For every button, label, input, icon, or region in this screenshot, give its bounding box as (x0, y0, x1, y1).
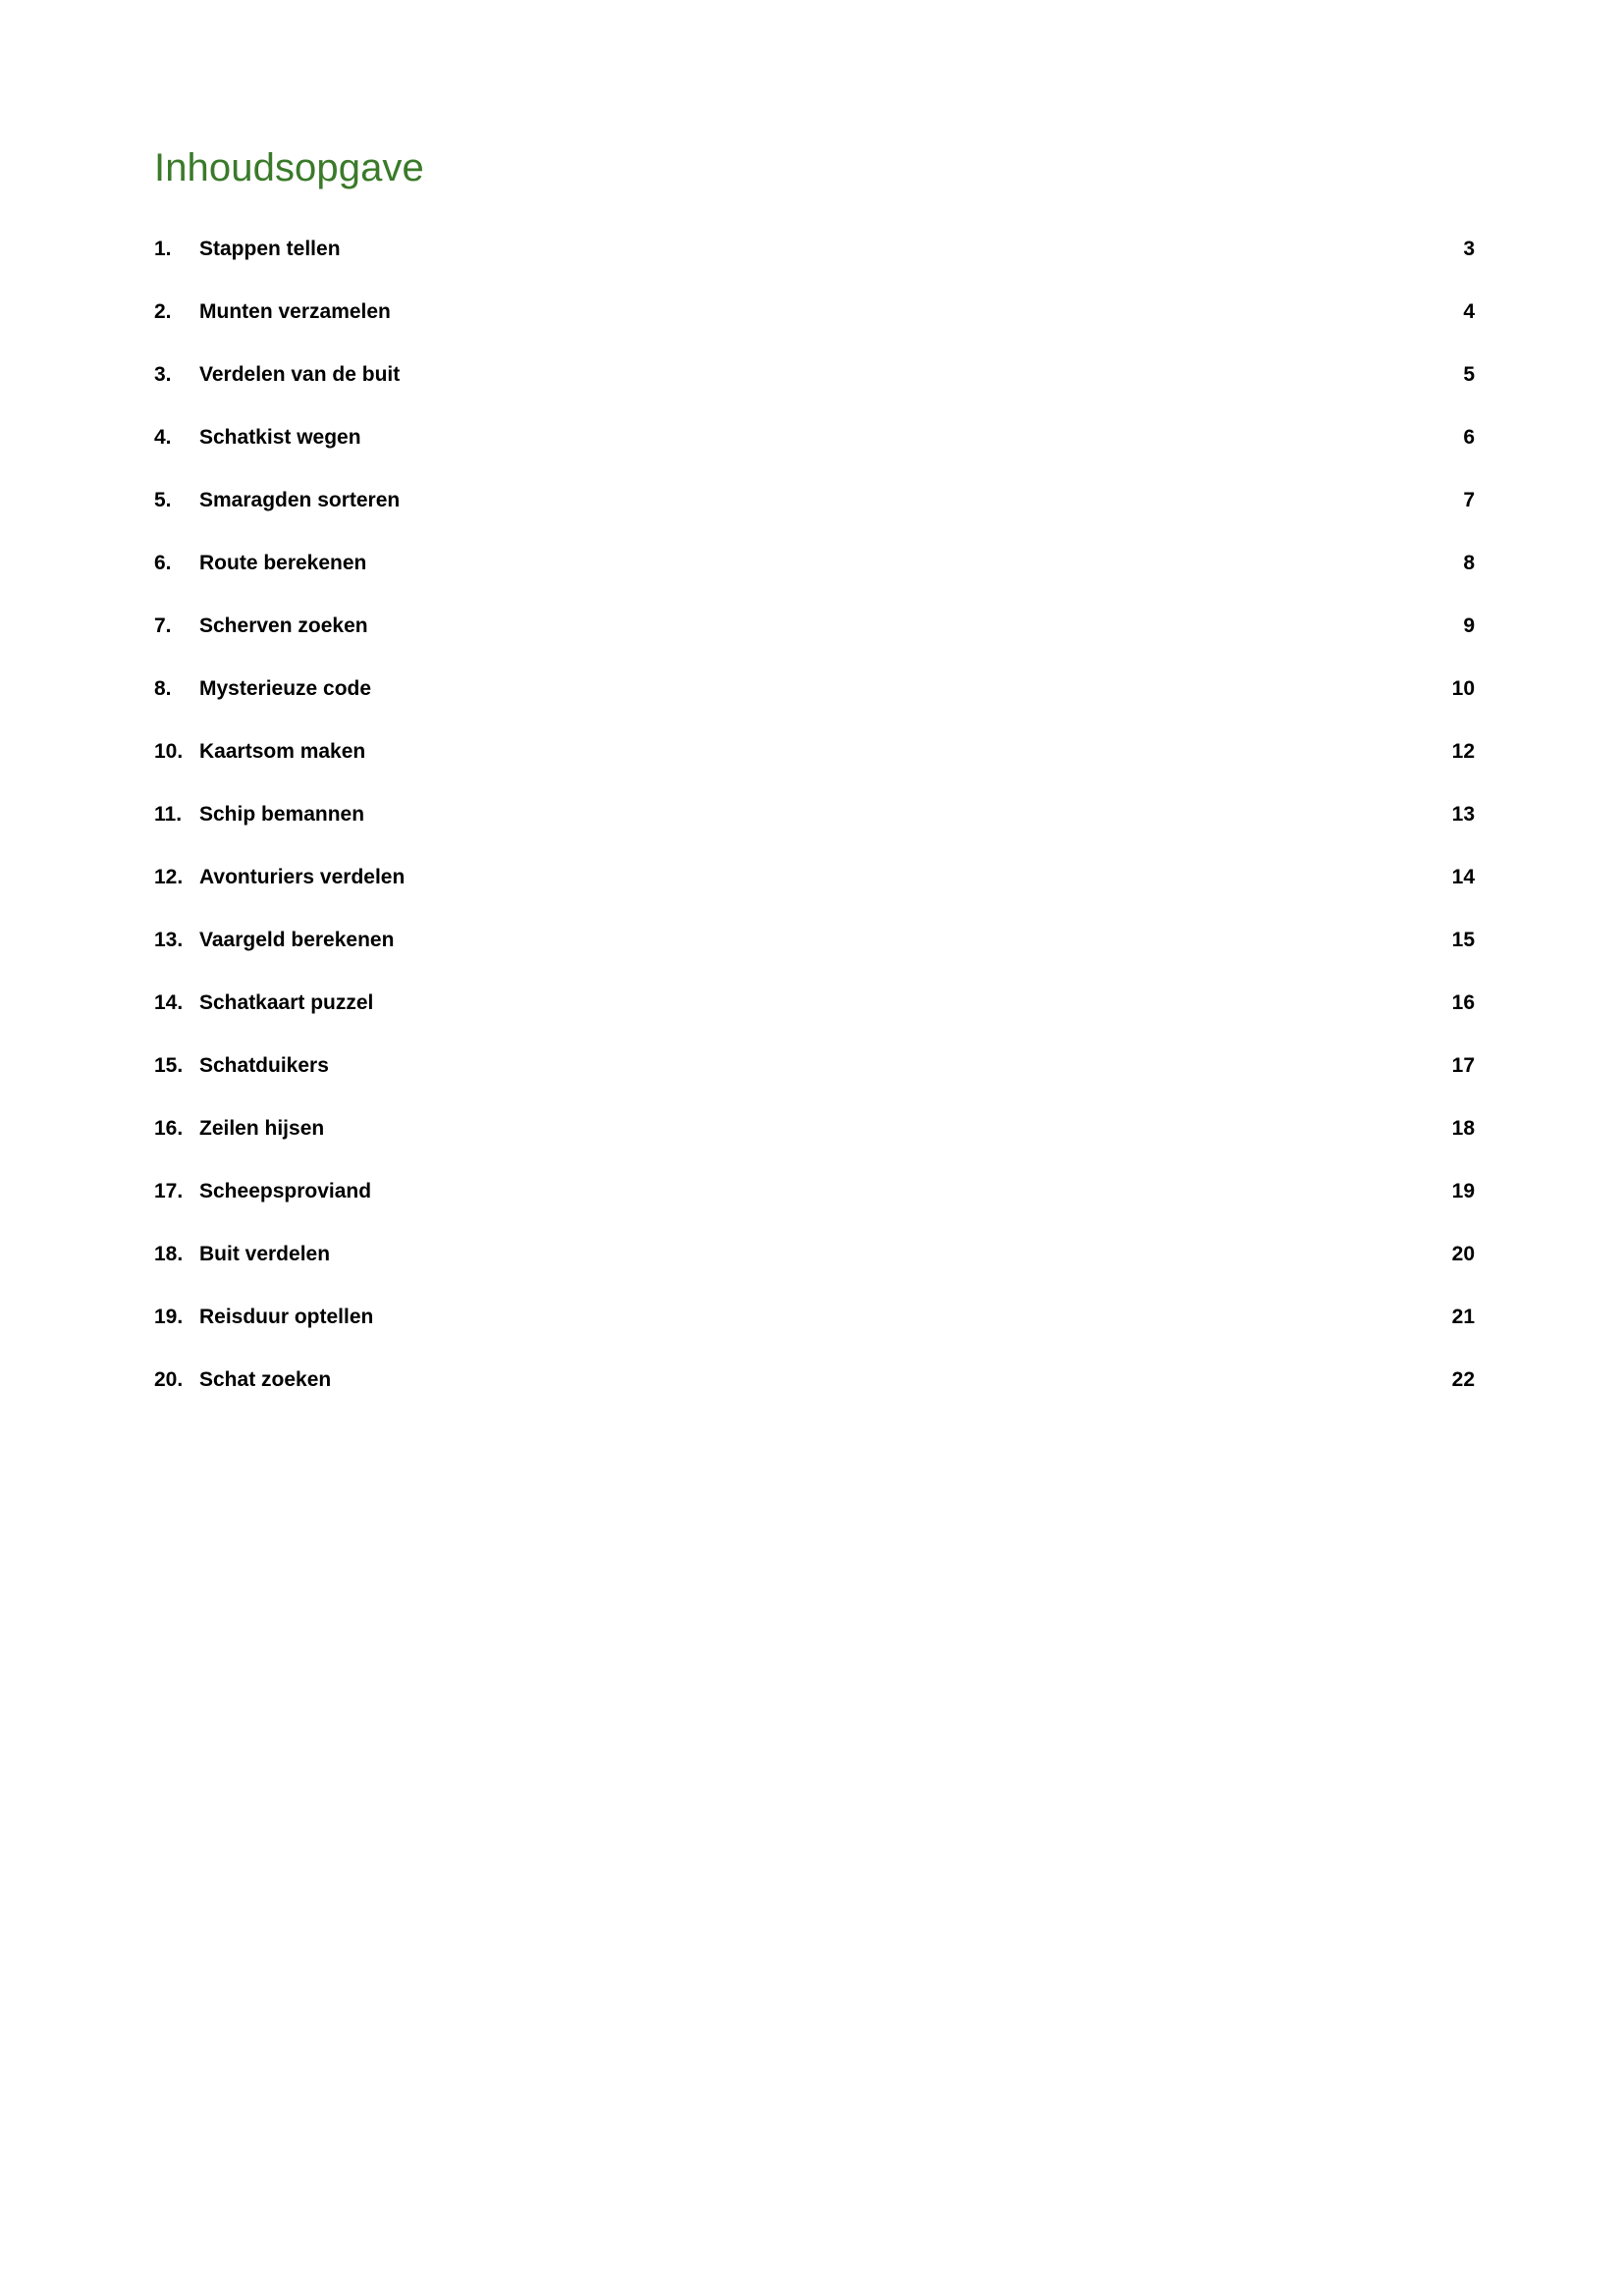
toc-entry-label[interactable]: Kaartsom maken (199, 740, 366, 763)
toc-entry-label[interactable]: Smaragden sorteren (199, 489, 401, 511)
toc-entry-page-number: 14 (1451, 866, 1475, 888)
toc-entry-page-number: 12 (1451, 740, 1475, 763)
toc-entry-page-number: 15 (1451, 929, 1475, 951)
toc-dot-leader (407, 863, 1442, 883)
toc-entry[interactable] (154, 846, 1475, 909)
toc-entry-number: 17. (154, 1180, 184, 1202)
toc-entry-number: 10. (154, 740, 184, 763)
toc-entry-page-number: 7 (1463, 489, 1475, 511)
toc-entry-label[interactable]: Schatkist wegen (199, 426, 361, 449)
toc-dot-leader (332, 1051, 1442, 1072)
toc-entry-label[interactable]: Verdelen van de buit (199, 363, 401, 386)
table-of-contents-list (154, 218, 1475, 1412)
toc-entry[interactable] (154, 281, 1475, 344)
toc-entry-number: 20. (154, 1368, 184, 1391)
toc-entry-label[interactable]: Avonturiers verdelen (199, 866, 406, 888)
toc-entry-label[interactable]: Schatduikers (199, 1054, 329, 1077)
toc-entry-page-number: 9 (1463, 614, 1475, 637)
toc-entry-number: 5. (154, 489, 172, 511)
toc-entry[interactable] (154, 658, 1475, 721)
toc-dot-leader (344, 235, 1442, 255)
toc-entry[interactable] (154, 783, 1475, 846)
toc-entry[interactable] (154, 721, 1475, 783)
toc-entry-label[interactable]: Vaargeld berekenen (199, 929, 395, 951)
toc-dot-leader (368, 737, 1442, 758)
toc-entry-page-number: 3 (1463, 238, 1475, 260)
toc-entry-page-number: 16 (1451, 991, 1475, 1014)
toc-entry[interactable] (154, 972, 1475, 1035)
toc-entry[interactable] (154, 909, 1475, 972)
toc-dot-leader (334, 1365, 1442, 1386)
toc-entry-number: 4. (154, 426, 172, 449)
toc-entry[interactable] (154, 532, 1475, 595)
toc-entry-number: 1. (154, 238, 172, 260)
toc-dot-leader (397, 926, 1442, 946)
toc-entry[interactable] (154, 595, 1475, 658)
toc-dot-leader (367, 800, 1442, 821)
toc-entry-page-number: 22 (1451, 1368, 1475, 1391)
toc-entry-page-number: 8 (1463, 552, 1475, 574)
toc-dot-leader (403, 486, 1442, 507)
toc-entry[interactable] (154, 406, 1475, 469)
toc-entry[interactable] (154, 1223, 1475, 1286)
toc-entry[interactable] (154, 344, 1475, 406)
toc-entry-number: 19. (154, 1306, 184, 1328)
toc-entry-page-number: 18 (1451, 1117, 1475, 1140)
toc-entry-number: 6. (154, 552, 172, 574)
toc-dot-leader (376, 988, 1442, 1009)
toc-entry-label[interactable]: Zeilen hijsen (199, 1117, 325, 1140)
toc-entry[interactable] (154, 218, 1475, 281)
toc-entry-number: 3. (154, 363, 172, 386)
toc-entry-label[interactable]: Schat zoeken (199, 1368, 332, 1391)
toc-entry-label[interactable]: Schatkaart puzzel (199, 991, 374, 1014)
toc-entry[interactable] (154, 469, 1475, 532)
toc-dot-leader (369, 549, 1442, 569)
toc-dot-leader (376, 1303, 1442, 1323)
toc-dot-leader (394, 297, 1442, 318)
toc-entry[interactable] (154, 1160, 1475, 1223)
toc-entry-page-number: 20 (1451, 1243, 1475, 1265)
toc-entry-number: 16. (154, 1117, 184, 1140)
toc-entry-label[interactable]: Stappen tellen (199, 238, 341, 260)
toc-entry-number: 18. (154, 1243, 184, 1265)
toc-entry-page-number: 10 (1451, 677, 1475, 700)
toc-entry-page-number: 4 (1463, 300, 1475, 323)
toc-entry-label[interactable]: Reisduur optellen (199, 1306, 374, 1328)
toc-entry[interactable] (154, 1286, 1475, 1349)
toc-entry-label[interactable]: Route berekenen (199, 552, 367, 574)
toc-entry-page-number: 6 (1463, 426, 1475, 449)
toc-dot-leader (374, 1177, 1442, 1198)
toc-entry-label[interactable]: Munten verzamelen (199, 300, 391, 323)
toc-entry-page-number: 19 (1451, 1180, 1475, 1202)
toc-dot-leader (327, 1114, 1442, 1135)
toc-dot-leader (364, 423, 1442, 444)
toc-entry-number: 2. (154, 300, 172, 323)
page-title: Inhoudsopgave (154, 146, 424, 189)
toc-dot-leader (374, 674, 1442, 695)
toc-entry-page-number: 13 (1451, 803, 1475, 826)
toc-dot-leader (403, 360, 1442, 381)
toc-entry-label[interactable]: Scherven zoeken (199, 614, 368, 637)
toc-entry-label[interactable]: Mysterieuze code (199, 677, 372, 700)
toc-entry-number: 14. (154, 991, 184, 1014)
toc-entry[interactable] (154, 1035, 1475, 1097)
toc-entry-number: 8. (154, 677, 172, 700)
toc-entry-number: 12. (154, 866, 184, 888)
toc-entry-number: 13. (154, 929, 184, 951)
toc-entry-label[interactable]: Scheepsproviand (199, 1180, 372, 1202)
toc-entry[interactable] (154, 1097, 1475, 1160)
toc-entry-page-number: 5 (1463, 363, 1475, 386)
toc-entry-label[interactable]: Buit verdelen (199, 1243, 331, 1265)
toc-entry-page-number: 21 (1451, 1306, 1475, 1328)
toc-entry-label[interactable]: Schip bemannen (199, 803, 365, 826)
toc-entry-number: 7. (154, 614, 172, 637)
toc-dot-leader (371, 612, 1442, 632)
toc-entry[interactable] (154, 1349, 1475, 1412)
toc-entry-number: 11. (154, 803, 183, 826)
toc-entry-number: 15. (154, 1054, 184, 1077)
toc-dot-leader (333, 1240, 1442, 1260)
document-content (154, 145, 1475, 1412)
toc-entry-page-number: 17 (1451, 1054, 1475, 1077)
